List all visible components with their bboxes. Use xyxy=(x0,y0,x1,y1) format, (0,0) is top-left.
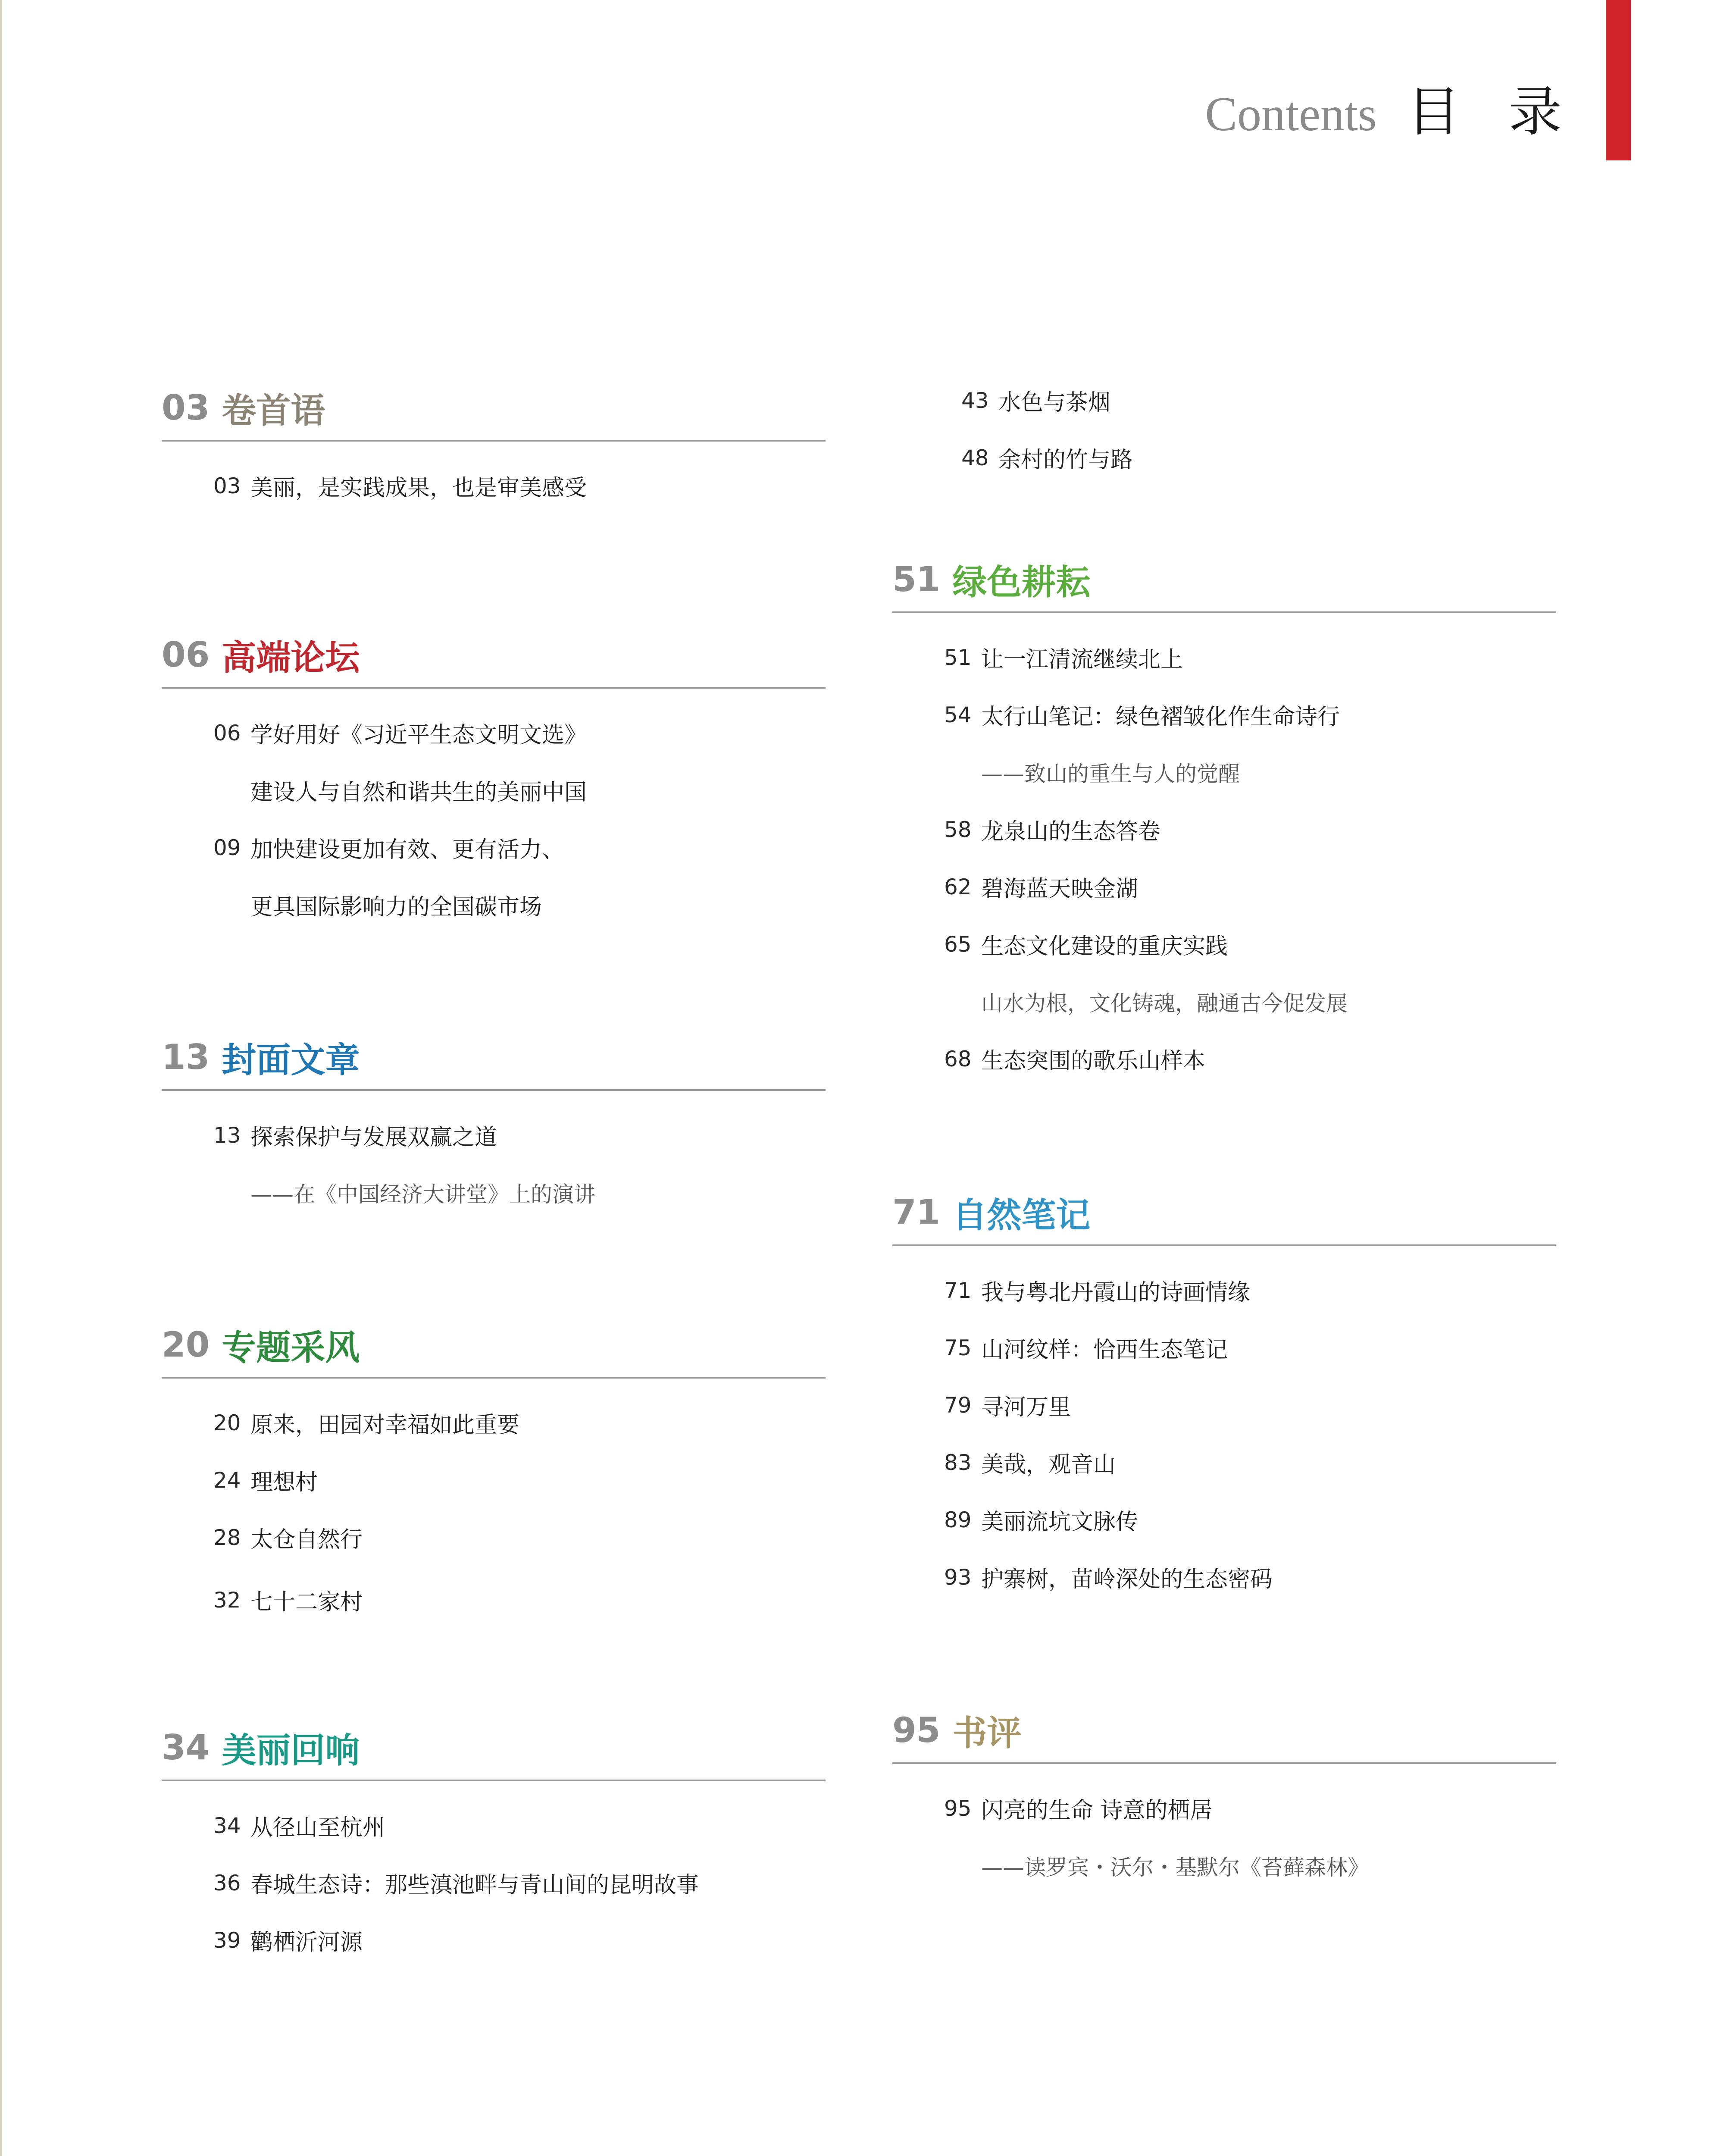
toc-entry[interactable] xyxy=(162,819,826,876)
entry-title: 理想村 xyxy=(250,1470,318,1495)
entry-page-number: 89 xyxy=(944,1507,972,1532)
entry-page-number: 71 xyxy=(944,1278,972,1303)
entry-page-number: 03 xyxy=(213,473,241,498)
entry-page-number: 65 xyxy=(944,931,972,957)
section-name: 高端论坛 xyxy=(222,637,360,678)
section-lvse-gengyun xyxy=(892,547,1556,1087)
entry-title: 水色与茶烟 xyxy=(998,390,1111,416)
toc-entry[interactable] xyxy=(162,1571,826,1629)
section-title xyxy=(162,1312,826,1377)
section-divider xyxy=(162,1780,826,1781)
toc-entry-subtitle[interactable] xyxy=(892,743,1556,801)
entry-subtitle: ——致山的重生与人的觉醒 xyxy=(981,761,1240,787)
section-title xyxy=(162,1025,826,1089)
entry-title: 余村的竹与路 xyxy=(998,447,1133,473)
section-page-number: 95 xyxy=(892,1710,941,1750)
contents-title-zh: 目 录 xyxy=(1407,81,1577,143)
section-title xyxy=(892,1698,1556,1762)
section-title xyxy=(162,622,826,687)
section-divider xyxy=(892,1762,1556,1764)
entry-title: 建设人与自然和谐共生的美丽中国 xyxy=(250,780,587,805)
entry-page-number: 06 xyxy=(213,720,241,746)
entry-subtitle: ——读罗宾・沃尔・基默尔《苔藓森林》 xyxy=(981,1855,1369,1880)
toc-entry-continuation[interactable] xyxy=(162,876,826,934)
entry-title: 太仓自然行 xyxy=(250,1527,363,1553)
entry-page-number: 13 xyxy=(213,1122,241,1148)
entry-page-number: 24 xyxy=(213,1467,241,1493)
section-name: 绿色耕耘 xyxy=(952,562,1091,602)
section-divider xyxy=(162,440,826,442)
section-meili-huixiang xyxy=(162,1715,826,1969)
entry-title: 鹳栖沂河源 xyxy=(250,1930,363,1955)
toc-entry[interactable] xyxy=(892,629,1556,686)
section-page-number: 51 xyxy=(892,559,941,599)
entry-page-number: 28 xyxy=(213,1525,241,1550)
section-ziran-biji xyxy=(892,1180,1556,1606)
section-divider xyxy=(162,1089,826,1091)
entry-title: 生态突围的歌乐山样本 xyxy=(981,1048,1206,1074)
entry-page-number: 51 xyxy=(944,645,972,670)
accent-bar xyxy=(1606,0,1631,160)
toc-entry[interactable] xyxy=(892,1548,1556,1606)
section-title xyxy=(892,547,1556,611)
entry-title: 生态文化建设的重庆实践 xyxy=(981,934,1228,959)
entry-page-number: 95 xyxy=(944,1796,972,1821)
entry-title: 原来，田园对幸福如此重要 xyxy=(250,1412,520,1438)
section-title xyxy=(162,1715,826,1780)
entry-page-number: 39 xyxy=(213,1927,241,1953)
section-name: 自然笔记 xyxy=(952,1195,1091,1235)
entry-page-number: 09 xyxy=(213,835,241,860)
toc-entry[interactable] xyxy=(162,457,826,514)
section-page-number: 03 xyxy=(162,387,210,428)
entry-title: 太行山笔记：绿色褶皱化作生命诗行 xyxy=(981,704,1340,730)
section-name: 卷首语 xyxy=(222,390,325,431)
toc-entry[interactable] xyxy=(162,1394,826,1451)
section-name: 书评 xyxy=(952,1713,1022,1753)
entry-title: 让一江清流继续北上 xyxy=(981,647,1183,673)
toc-entry[interactable] xyxy=(892,1491,1556,1548)
entry-title: 学好用好《习近平生态文明文选》 xyxy=(250,722,587,748)
toc-entry-subtitle[interactable] xyxy=(162,1164,826,1221)
toc-entry[interactable] xyxy=(162,1912,826,1969)
entry-page-number: 34 xyxy=(213,1813,241,1838)
toc-entry[interactable] xyxy=(910,429,1573,486)
section-name: 专题采风 xyxy=(222,1327,360,1368)
entry-title: 春城生态诗：那些滇池畔与青山间的昆明故事 xyxy=(250,1872,699,1898)
section-fengmian-wenzhang xyxy=(162,1025,826,1221)
entry-page-number: 54 xyxy=(944,702,972,727)
entry-title: 美哉，观音山 xyxy=(981,1452,1116,1478)
toc-entry[interactable] xyxy=(892,1319,1556,1376)
toc-entry[interactable] xyxy=(162,1451,826,1509)
entry-page-number: 93 xyxy=(944,1564,972,1590)
toc-entry-subtitle[interactable] xyxy=(892,973,1556,1030)
entry-title: 护寨树，苗岭深处的生态密码 xyxy=(981,1567,1273,1592)
toc-entry[interactable] xyxy=(892,1262,1556,1319)
entry-title: 美丽，是实践成果，也是审美感受 xyxy=(250,475,587,501)
entry-subtitle: 山水为根，文化铸魂，融通古今促发展 xyxy=(981,990,1348,1016)
toc-entry[interactable] xyxy=(162,1854,826,1912)
section-name: 封面文章 xyxy=(222,1040,360,1080)
entry-title: 探索保护与发展双赢之道 xyxy=(250,1125,497,1150)
entry-page-number: 20 xyxy=(213,1410,241,1435)
section-meili-huixiang-continued xyxy=(910,372,1573,486)
entry-title: 龙泉山的生态答卷 xyxy=(981,819,1161,845)
section-name: 美丽回响 xyxy=(222,1730,360,1771)
toc-entry[interactable] xyxy=(892,1780,1556,1837)
entry-page-number: 79 xyxy=(944,1392,972,1418)
entry-title: 七十二家村 xyxy=(250,1589,363,1615)
toc-entry[interactable] xyxy=(892,801,1556,858)
entry-page-number: 75 xyxy=(944,1335,972,1360)
entry-title: 美丽流坑文脉传 xyxy=(981,1509,1139,1535)
section-page-number: 20 xyxy=(162,1324,210,1365)
entry-title: 从径山至杭州 xyxy=(250,1815,385,1841)
section-page-number: 06 xyxy=(162,634,210,675)
section-divider xyxy=(162,687,826,689)
section-divider xyxy=(162,1377,826,1379)
contents-header xyxy=(1205,69,1577,143)
entry-subtitle: ——在《中国经济大讲堂》上的演讲 xyxy=(250,1181,595,1207)
entry-page-number: 48 xyxy=(961,445,989,470)
contents-title-en: Contents xyxy=(1205,88,1377,141)
entry-title: 我与粤北丹霞山的诗画情缘 xyxy=(981,1280,1251,1306)
entry-page-number: 83 xyxy=(944,1450,972,1475)
entry-page-number: 62 xyxy=(944,874,972,899)
toc-entry[interactable] xyxy=(892,915,1556,973)
entry-page-number: 68 xyxy=(944,1046,972,1072)
entry-page-number: 32 xyxy=(213,1587,241,1613)
entry-page-number: 36 xyxy=(213,1870,241,1896)
section-shuping xyxy=(892,1698,1556,1894)
page-edge xyxy=(0,0,2,2156)
section-divider xyxy=(892,1244,1556,1246)
toc-entry[interactable] xyxy=(892,1434,1556,1491)
entry-title: 更具国际影响力的全国碳市场 xyxy=(250,894,542,920)
entry-title: 闪亮的生命 诗意的栖居 xyxy=(981,1798,1213,1824)
entry-page-number: 43 xyxy=(961,388,989,413)
toc-entry-subtitle[interactable] xyxy=(892,1837,1556,1894)
toc-entry[interactable] xyxy=(162,1509,826,1566)
toc-entry[interactable] xyxy=(910,372,1573,429)
section-title xyxy=(892,1180,1556,1244)
entry-title: 加快建设更加有效、更有活力、 xyxy=(250,837,565,863)
section-zhuanti-caifeng xyxy=(162,1312,826,1629)
toc-entry[interactable] xyxy=(892,686,1556,743)
toc-entry[interactable] xyxy=(162,1797,826,1854)
section-divider xyxy=(892,611,1556,613)
toc-entry[interactable] xyxy=(162,1106,826,1164)
section-page-number: 71 xyxy=(892,1192,941,1232)
entry-title: 碧海蓝天映金湖 xyxy=(981,876,1139,902)
toc-entry[interactable] xyxy=(162,704,826,761)
toc-entry-continuation[interactable] xyxy=(162,761,826,819)
section-page-number: 34 xyxy=(162,1727,210,1767)
entry-title: 寻河万里 xyxy=(981,1395,1071,1420)
toc-entry[interactable] xyxy=(892,1030,1556,1087)
toc-entry[interactable] xyxy=(892,1376,1556,1434)
section-page-number: 13 xyxy=(162,1037,210,1077)
toc-entry[interactable] xyxy=(892,858,1556,915)
section-juanshouyu xyxy=(162,375,826,514)
section-title xyxy=(162,375,826,440)
entry-title: 山河纹样：恰西生态笔记 xyxy=(981,1337,1228,1363)
entry-page-number: 58 xyxy=(944,817,972,842)
section-gaoduan-luntan xyxy=(162,622,826,934)
